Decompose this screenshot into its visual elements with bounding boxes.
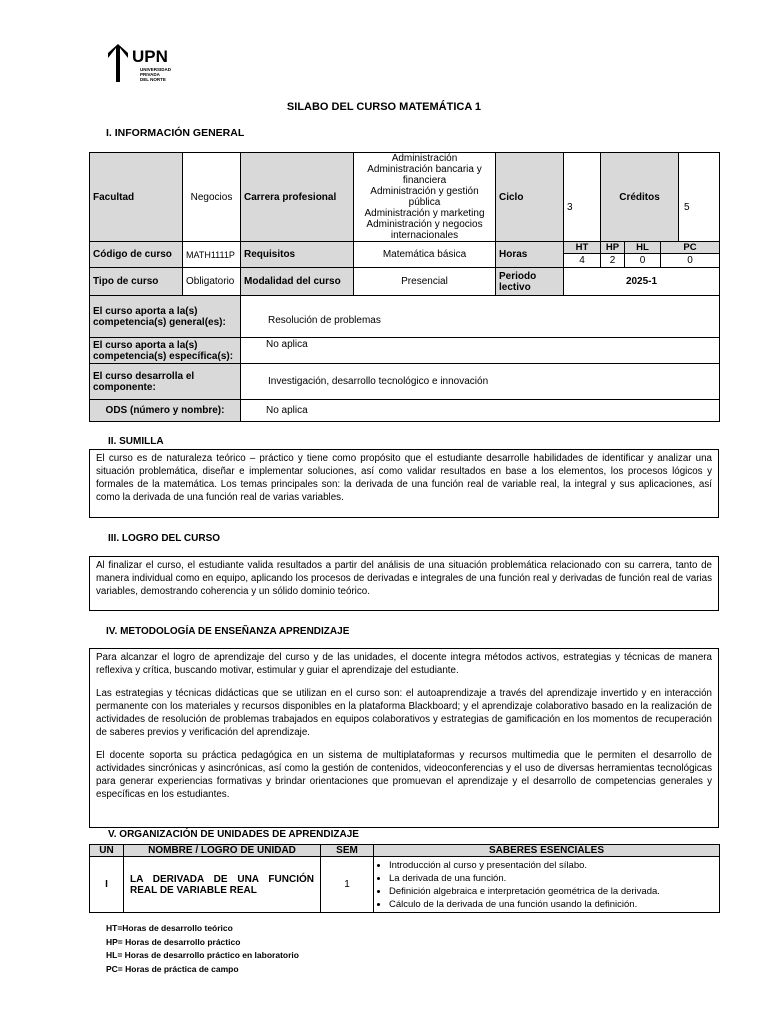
- componente-value: Investigación, desarrollo tecnológico e innovación: [241, 364, 720, 400]
- competencia-especifica-value: No aplica: [241, 338, 720, 364]
- codigo-label: Código de curso: [90, 242, 183, 268]
- section-heading-info: I. INFORMACIÓN GENERAL: [106, 127, 245, 139]
- requisitos-value: Matemática básica: [354, 242, 496, 268]
- metodologia-paragraph-1: Para alcanzar el logro de aprendizaje del curso y de las unidades, el docente integra métodos activos, estrategias y técnicas de manera reflexiva y crítica, buscando motivar, estimular y guiar el aprendizaje del estudiante.: [96, 652, 712, 676]
- horas-label: Horas: [496, 242, 564, 268]
- periodo-value: 2025-1: [564, 268, 720, 296]
- hours-value-hp: 2: [601, 254, 625, 268]
- periodo-label: Periodo lectivo: [496, 268, 564, 296]
- section-heading-sumilla: II. SUMILLA: [108, 436, 164, 447]
- list-item: • Cálculo de la derivada de una función usando la definición.: [389, 898, 716, 911]
- section-heading-logro: III. LOGRO DEL CURSO: [108, 533, 221, 544]
- hours-value-ht: 4: [564, 254, 601, 268]
- hours-legend: [106, 922, 299, 976]
- units-header-saberes: SABERES ESENCIALES: [374, 845, 720, 857]
- unit-name: LA DERIVADA DE UNA FUNCIÓN REAL DE VARIABLE REAL: [124, 857, 321, 913]
- creditos-label: Créditos: [601, 153, 679, 242]
- unit-number: I: [90, 857, 124, 913]
- ciclo-label: Ciclo: [496, 153, 564, 242]
- svg-text:UNIVERSIDAD: UNIVERSIDAD: [140, 67, 172, 72]
- componente-label: El curso desarrolla el componente:: [90, 364, 241, 400]
- legend-hl: HL= Horas de desarrollo práctico en laboratorio: [106, 950, 299, 960]
- hours-header-hl: HL: [625, 242, 661, 254]
- section-heading-unidades: V. ORGANIZACIÓN DE UNIDADES DE APRENDIZAJE: [108, 829, 359, 840]
- list-item: • Definición algebraica e interpretación geométrica de la derivada.: [389, 885, 716, 898]
- sumilla-box: [89, 449, 719, 518]
- list-item: • Introducción al curso y presentación del sílabo.: [389, 859, 716, 872]
- ods-value: No aplica: [241, 400, 720, 422]
- svg-text:DEL NORTE: DEL NORTE: [140, 77, 166, 82]
- metodologia-box: [89, 648, 719, 828]
- hours-header-pc: PC: [661, 242, 720, 254]
- hours-header-ht: HT: [564, 242, 601, 254]
- requisitos-label: Requisitos: [241, 242, 354, 268]
- competencia-general-value: Resolución de problemas: [241, 296, 720, 338]
- carrera-list: Administración Administración bancaria y financiera Administración y gestión pública Administración y marketing Administración y negocios internacionales: [354, 153, 496, 242]
- logro-text: Al finalizar el curso, el estudiante valida resultados a partir del análisis de una situación problemática relacionado con su carrera, tanto de manera individual como en equipo, aplicando los procesos de derivadas e integrales de una función real y derivadas de función real de varias variables, demostrando coherencia y un sólido dominio teórico.: [96, 560, 712, 597]
- metodologia-paragraph-2: Las estrategias y técnicas didácticas que se utilizan en el curso son: el autoaprendizaje a través del aprendizaje invertido y en interacción permanente con los materiales y recursos disponibles en la plataforma Blackboard; y el aprendizaje colaborativo basado en la realización de actividades de resolución de problemas trabajados en equipos colaborativos y estrategias de gamificación en los momentos de recuperación de saberes previos y verificación del aprendizaje.: [96, 688, 712, 738]
- facultad-value: Negocios: [183, 153, 241, 242]
- units-header-nombre: NOMBRE / LOGRO DE UNIDAD: [124, 845, 321, 857]
- tipo-label: Tipo de curso: [90, 268, 183, 296]
- creditos-value: 5: [679, 153, 720, 242]
- competencia-general-label: El curso aporta a la(s) competencia(s) general(es):: [90, 296, 241, 338]
- svg-text:PRIVADA: PRIVADA: [140, 72, 160, 77]
- table-row: [90, 857, 720, 913]
- unit-saberes: [374, 857, 720, 913]
- legend-hp: HP= Horas de desarrollo práctico: [106, 936, 241, 947]
- facultad-label: Facultad: [90, 153, 183, 242]
- section-heading-metodologia: IV. METODOLOGÍA DE ENSEÑANZA APRENDIZAJE: [106, 626, 350, 637]
- carrera-label: Carrera profesional: [241, 153, 354, 242]
- logro-box: [89, 556, 719, 611]
- unit-sem: 1: [321, 857, 374, 913]
- modalidad-value: Presencial: [354, 268, 496, 296]
- list-item: • La derivada de una función.: [389, 872, 716, 885]
- modalidad-label: Modalidad del curso: [241, 268, 354, 296]
- units-table: [89, 844, 720, 913]
- ods-label: ODS (número y nombre):: [90, 400, 241, 422]
- legend-pc: PC= Horas de práctica de campo: [106, 963, 239, 974]
- hours-value-pc: 0: [661, 254, 720, 268]
- general-info-table: [89, 152, 720, 422]
- competencia-especifica-label: El curso aporta a la(s) competencia(s) específica(s):: [90, 338, 241, 364]
- legend-ht: HT=Horas de desarrollo teórico: [106, 923, 233, 933]
- logo-text: UPN: [132, 47, 168, 66]
- units-header-un: UN: [90, 845, 124, 857]
- document-title: SILABO DEL CURSO MATEMÁTICA 1: [286, 101, 482, 113]
- upn-logo: [106, 44, 186, 86]
- hours-header-hp: HP: [601, 242, 625, 254]
- hours-value-hl: 0: [625, 254, 661, 268]
- units-header-sem: SEM: [321, 845, 374, 857]
- sumilla-text: El curso es de naturaleza teórico – práctico y tiene como propósito que el estudiante desarrolle habilidades de identificar y analizar una situación problemática, diseñar e implementar soluciones, así como validar resultados en base a los elementos, los procesos lógicos y formales de la matemática. Los temas principales son: la derivada de una función real de variable real, la integral y sus aplicaciones, así como la derivada de una función real de varias variables.: [96, 453, 712, 503]
- metodologia-paragraph-3: El docente soporta su práctica pedagógica en un sistema de multiplataformas y recursos multimedia que le permiten el desarrollo de actividades sincrónicas y asincrónicas, así como la gestión de contenidos, videoconferencias y el uso de diversas herramientas tecnológicas para generar experiencias formativas y brindar orientaciones que promuevan el aprendizaje y el desarrollo de competencias generales y específicas en los estudiantes.: [96, 750, 712, 800]
- ciclo-value: 3: [564, 153, 601, 242]
- codigo-value: MATH1111P: [183, 242, 241, 268]
- tipo-value: Obligatorio: [183, 268, 241, 296]
